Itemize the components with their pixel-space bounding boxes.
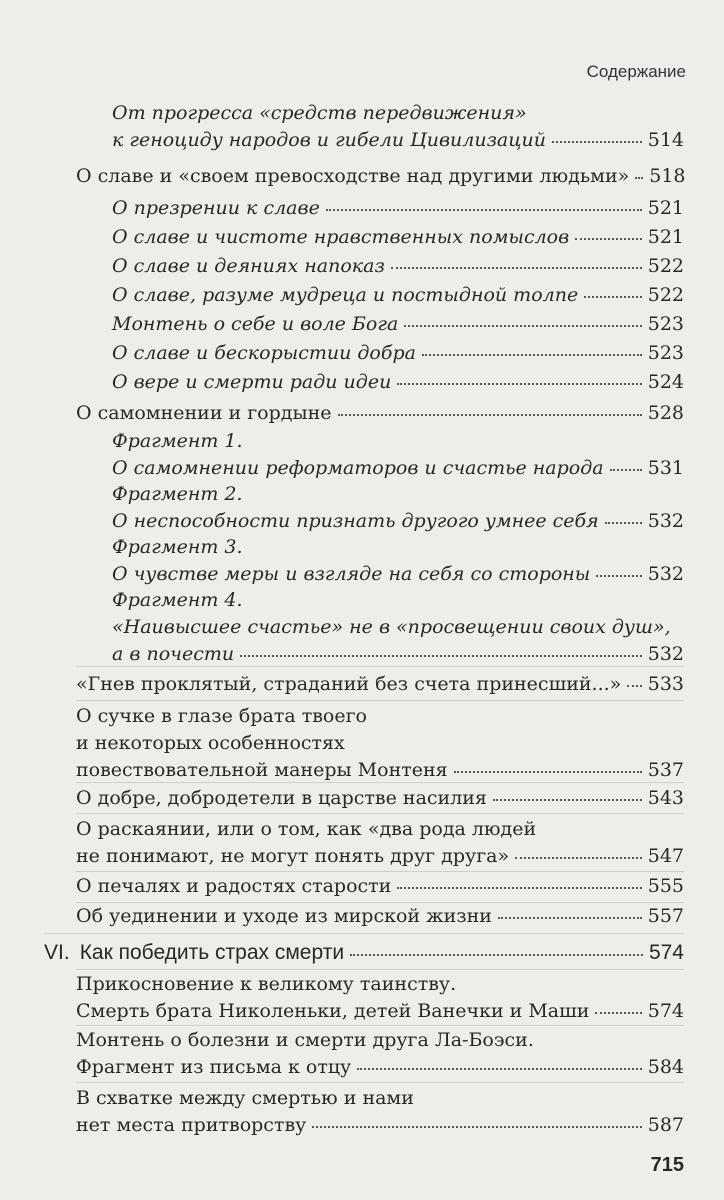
toc-entry-line: нет места притворству bbox=[76, 1114, 307, 1136]
toc-page-number: 521 bbox=[647, 197, 684, 219]
toc-entry-title: О презрении к славе bbox=[112, 197, 320, 219]
toc-page-number: 532 bbox=[647, 563, 684, 585]
toc-page-number: 521 bbox=[647, 226, 684, 248]
running-header: Содержание bbox=[586, 62, 686, 81]
toc-entry-line: повествовательной манеры Монтеня bbox=[76, 759, 448, 781]
toc-page-number: 514 bbox=[647, 129, 684, 151]
dot-leader bbox=[240, 655, 642, 657]
toc-fragment-entry[interactable] bbox=[112, 481, 684, 535]
toc-page-number: 523 bbox=[647, 313, 684, 335]
toc-entry-title: О добре, добродетели в царстве насилия bbox=[76, 787, 487, 809]
toc-entry[interactable] bbox=[76, 816, 684, 870]
toc-entry[interactable] bbox=[112, 224, 684, 251]
toc-entry[interactable] bbox=[76, 785, 684, 812]
toc-entry-title: О славе и бескорыстии добра bbox=[112, 342, 416, 364]
chapter-title: Как победить страх смерти bbox=[79, 941, 345, 964]
toc-entry[interactable] bbox=[76, 1027, 684, 1081]
dot-leader bbox=[575, 238, 642, 240]
dot-leader bbox=[391, 267, 642, 269]
toc-page-number: 557 bbox=[647, 905, 684, 927]
toc-entry-line: О сучке в глазе брата твоего bbox=[76, 705, 367, 727]
toc-entry-line: к геноциду народов и гибели Цивилизаций bbox=[112, 129, 546, 151]
fragment-label: Фрагмент 4. bbox=[112, 589, 243, 611]
toc-entry-title: «Гнев проклятый, страданий без счета принесший...» bbox=[76, 673, 622, 695]
dot-leader bbox=[595, 1012, 641, 1014]
separator bbox=[76, 969, 684, 970]
toc-entry-line: Прикосновение к великому таинству. bbox=[76, 973, 457, 995]
page-number: 715 bbox=[650, 1154, 684, 1176]
dot-leader bbox=[326, 209, 642, 211]
toc-entry-line: От прогресса «средств передвижения» bbox=[112, 102, 527, 124]
toc-page-number: 518 bbox=[649, 165, 686, 187]
chapter-number: VI. bbox=[44, 941, 70, 964]
toc-entry-title: О самомнении и гордыне bbox=[76, 402, 332, 424]
toc-entry[interactable] bbox=[76, 163, 684, 190]
separator bbox=[76, 813, 684, 814]
fragment-label: Фрагмент 2. bbox=[112, 483, 243, 505]
toc-entry[interactable] bbox=[76, 671, 684, 698]
toc-page-number: 532 bbox=[647, 643, 684, 665]
toc-page-number: 522 bbox=[647, 284, 684, 306]
toc-entry-line: Монтень о болезни и смерти друга Ла-Боэси. bbox=[76, 1029, 534, 1051]
toc-entry-title: Об уединении и уходе из мирской жизни bbox=[76, 905, 492, 927]
toc-page-number: 533 bbox=[647, 673, 684, 695]
toc-fragment-entry[interactable] bbox=[112, 587, 684, 668]
toc-entry-title: Монтень о себе и воле Бога bbox=[112, 313, 399, 335]
toc-fragment-entry[interactable] bbox=[112, 534, 684, 588]
toc-entry-line: О раскаянии, или о том, как «два рода людей bbox=[76, 818, 537, 840]
toc-page-number: 547 bbox=[647, 845, 684, 867]
dot-leader bbox=[596, 575, 641, 577]
toc-chapter-entry[interactable] bbox=[44, 939, 684, 966]
toc-entry-title: О славе и деяниях напоказ bbox=[112, 255, 385, 277]
toc-entry[interactable] bbox=[112, 100, 684, 154]
toc-entry[interactable] bbox=[112, 311, 684, 338]
toc-page-number: 587 bbox=[647, 1114, 684, 1136]
dot-leader bbox=[454, 771, 642, 773]
toc-entry[interactable] bbox=[112, 282, 684, 309]
toc-entry[interactable] bbox=[112, 369, 684, 396]
toc-entry-line: и некоторых особенностях bbox=[76, 732, 345, 754]
toc-entry[interactable] bbox=[112, 253, 684, 280]
toc-entry-title: О чувстве меры и взгляде на себя со стороны bbox=[112, 563, 591, 585]
toc-entry[interactable] bbox=[112, 195, 684, 222]
separator bbox=[76, 782, 684, 783]
dot-leader bbox=[515, 857, 642, 859]
dot-leader bbox=[610, 469, 642, 471]
toc-page-number: 522 bbox=[647, 255, 684, 277]
toc-page-number: 574 bbox=[648, 941, 684, 964]
toc-page-number: 537 bbox=[647, 759, 684, 781]
toc-entry-title: О неспособности признать другого умнее себя bbox=[112, 510, 599, 532]
dot-leader bbox=[584, 296, 642, 298]
toc-page-number: 528 bbox=[647, 402, 684, 424]
toc-entry-title: О вере и смерти ради идеи bbox=[112, 371, 392, 393]
dot-leader bbox=[397, 887, 641, 889]
dot-leader bbox=[498, 917, 642, 919]
toc-page-number: 584 bbox=[647, 1056, 684, 1078]
toc-entry-line: Фрагмент из письма к отцу bbox=[76, 1056, 352, 1078]
separator bbox=[76, 666, 684, 667]
dot-leader bbox=[312, 1126, 641, 1128]
toc-entry-title: О печалях и радостях старости bbox=[76, 875, 392, 897]
separator bbox=[76, 700, 684, 701]
toc-entry[interactable] bbox=[76, 903, 684, 930]
toc-fragment-entry[interactable] bbox=[112, 428, 684, 482]
toc-entry-title: О славе и чистоте нравственных помыслов bbox=[112, 226, 570, 248]
toc-entry-title: О славе и «своем превосходстве над другими людьми» bbox=[76, 165, 630, 187]
toc-page-number: 543 bbox=[647, 787, 684, 809]
fragment-label: Фрагмент 1. bbox=[112, 430, 243, 452]
dot-leader bbox=[605, 522, 642, 524]
dot-leader bbox=[357, 1068, 641, 1070]
dot-leader bbox=[404, 325, 641, 327]
dot-leader bbox=[338, 414, 642, 416]
dot-leader bbox=[635, 177, 643, 179]
separator bbox=[76, 1025, 684, 1026]
toc-page-number: 523 bbox=[647, 342, 684, 364]
separator bbox=[76, 1082, 684, 1083]
toc-entry-title: О самомнении реформаторов и счастье народа bbox=[112, 457, 604, 479]
dot-leader bbox=[397, 383, 641, 385]
toc-page-number: 532 bbox=[647, 510, 684, 532]
toc-entry-line: В схватке между смертью и нами bbox=[76, 1087, 414, 1109]
separator bbox=[44, 933, 684, 934]
toc-page-number: 574 bbox=[647, 1000, 684, 1022]
toc-entry[interactable] bbox=[76, 400, 684, 427]
toc-entry-title: О славе, разуме мудреца и постыдной толпе bbox=[112, 284, 579, 306]
dot-leader bbox=[422, 354, 642, 356]
separator bbox=[76, 871, 684, 872]
toc-entry[interactable] bbox=[76, 971, 684, 1025]
toc-entry-line: «Наивысшее счастье» не в «просвещении своих душ», bbox=[112, 616, 671, 638]
fragment-label: Фрагмент 3. bbox=[112, 536, 243, 558]
toc-entry[interactable] bbox=[76, 703, 684, 784]
dot-leader bbox=[552, 141, 642, 143]
toc-entry-line: а в почести bbox=[112, 643, 235, 665]
dot-leader bbox=[350, 954, 643, 956]
toc-entry[interactable] bbox=[76, 873, 684, 900]
toc-page-number: 555 bbox=[647, 875, 684, 897]
dot-leader bbox=[627, 685, 641, 687]
toc-entry[interactable] bbox=[112, 340, 684, 367]
dot-leader bbox=[493, 799, 642, 801]
toc-entry-line: не понимают, не могут понять друг друга» bbox=[76, 845, 510, 867]
toc-entry-line: Смерть брата Николеньки, детей Ванечки и Маши bbox=[76, 1000, 590, 1022]
toc-page-number: 531 bbox=[647, 457, 684, 479]
toc-entry[interactable] bbox=[76, 1085, 684, 1139]
toc-page-number: 524 bbox=[647, 371, 684, 393]
